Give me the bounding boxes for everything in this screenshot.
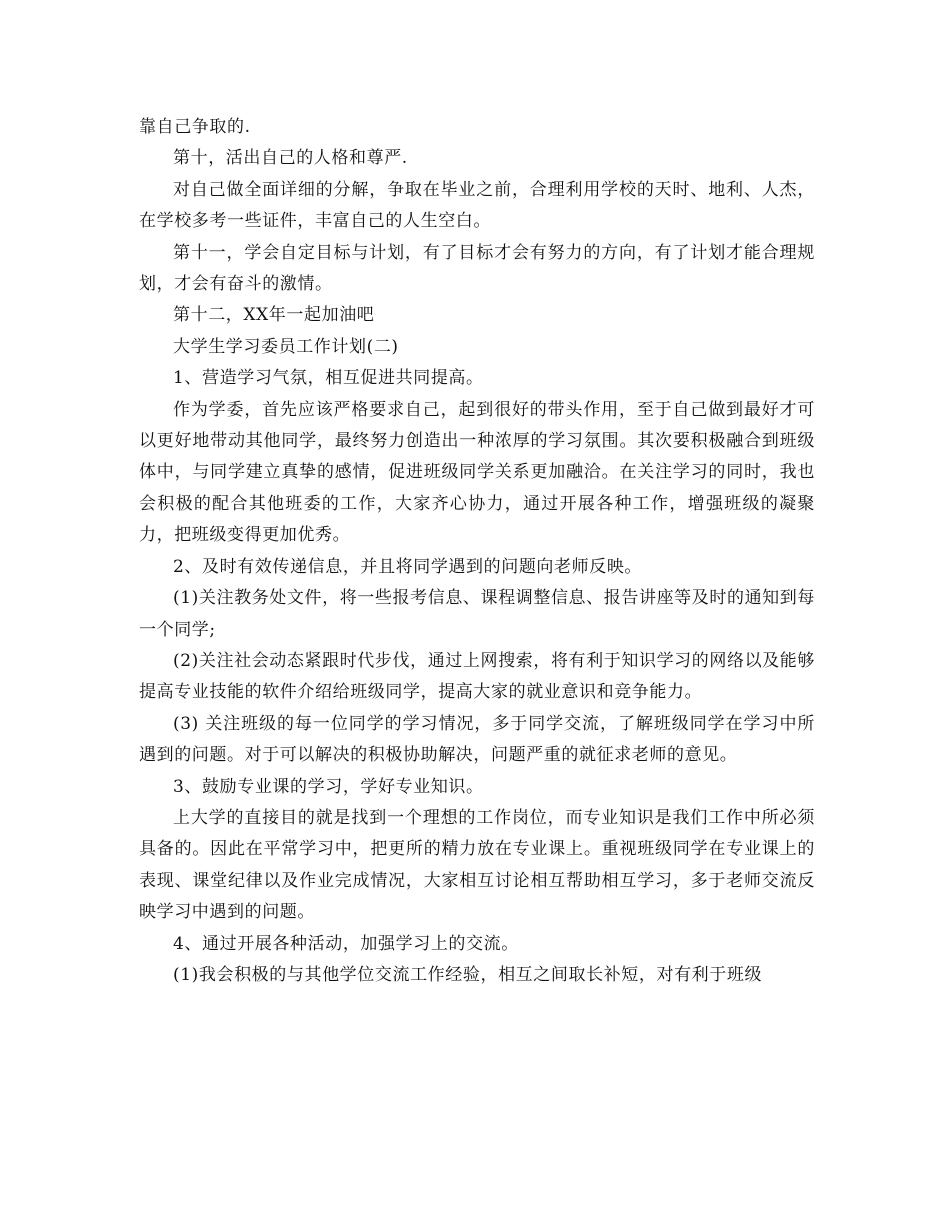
sub-item-2-3: (3) 关注班级的每一位同学的学习情况，多于同学交流，了解班级同学在学习中所遇到的问题。对于可以解决的积极协助解决，问题严重的就征求老师的意见。 bbox=[139, 713, 815, 766]
section-heading: 大学生学习委员工作计划(二) bbox=[173, 336, 399, 357]
sub-item-2-1: (1)关注教务处文件，将一些报考信息、课程调整信息、报告讲座等及时的通知到每一个同学; bbox=[139, 588, 815, 640]
paragraph-item-twelve: 第十二，XX年一起加油吧 bbox=[173, 305, 375, 326]
paragraph-item-ten: 第十，活出自己的人格和尊严. bbox=[173, 148, 408, 169]
sub-item-2-2: (2)关注社会动态紧跟时代步伐，通过上网搜索，将有利于知识学习的网络以及能够提高专业技能的软件介绍给班级同学，提高大家的就业意识和竞争能力。 bbox=[139, 650, 815, 703]
point-body-1: 作为学委，首先应该严格要求自己，起到很好的带头作用，至于自己做到最好才可以更好地带动其他同学，最终努力创造出一种浓厚的学习氛围。其次要积极融合到班级体中，与同学建立真挚的感情，促进班级同学关系更加融洽。在关注学习的同时，我也会积极的配合其他班委的工作，大家齐心协力，通过开展各种工作，增强班级的凝聚力，把班级变得更加优秀。 bbox=[139, 399, 815, 546]
document-body bbox=[139, 112, 815, 991]
point-body-3: 上大学的直接目的就是找到一个理想的工作岗位，而专业知识是我们工作中所必须具备的。因此在平常学习中，把更所的精力放在专业课上。重视班级同学在专业课上的表现、课堂纪律以及作业完成情况，大家相互讨论相互帮助相互学习，多于老师交流反映学习中遇到的问题。 bbox=[139, 807, 815, 923]
point-heading-3: 3、鼓励专业课的学习，学好专业知识。 bbox=[173, 776, 484, 797]
paragraph-continuation: 靠自己争取的. bbox=[139, 117, 251, 137]
paragraph-analysis: 对自己做全面详细的分解，争取在毕业之前，合理利用学校的天时、地利、人杰，在学校多考一些证件，丰富自己的人生空白。 bbox=[139, 179, 815, 232]
point-heading-2: 2、及时有效传递信息，并且将同学遇到的问题向老师反映。 bbox=[173, 556, 643, 577]
paragraph-item-eleven: 第十一，学会自定目标与计划，有了目标才会有努力的方向，有了计划才能合理规划，才会有奋斗的激情。 bbox=[139, 242, 815, 295]
point-heading-1: 1、营造学习气氛，相互促进共同提高。 bbox=[173, 368, 484, 389]
point-heading-4: 4、通过开展各种活动，加强学习上的交流。 bbox=[173, 933, 519, 954]
sub-item-4-1: (1)我会积极的与其他学位交流工作经验，相互之间取长补短，对有利于班级 bbox=[173, 964, 763, 985]
